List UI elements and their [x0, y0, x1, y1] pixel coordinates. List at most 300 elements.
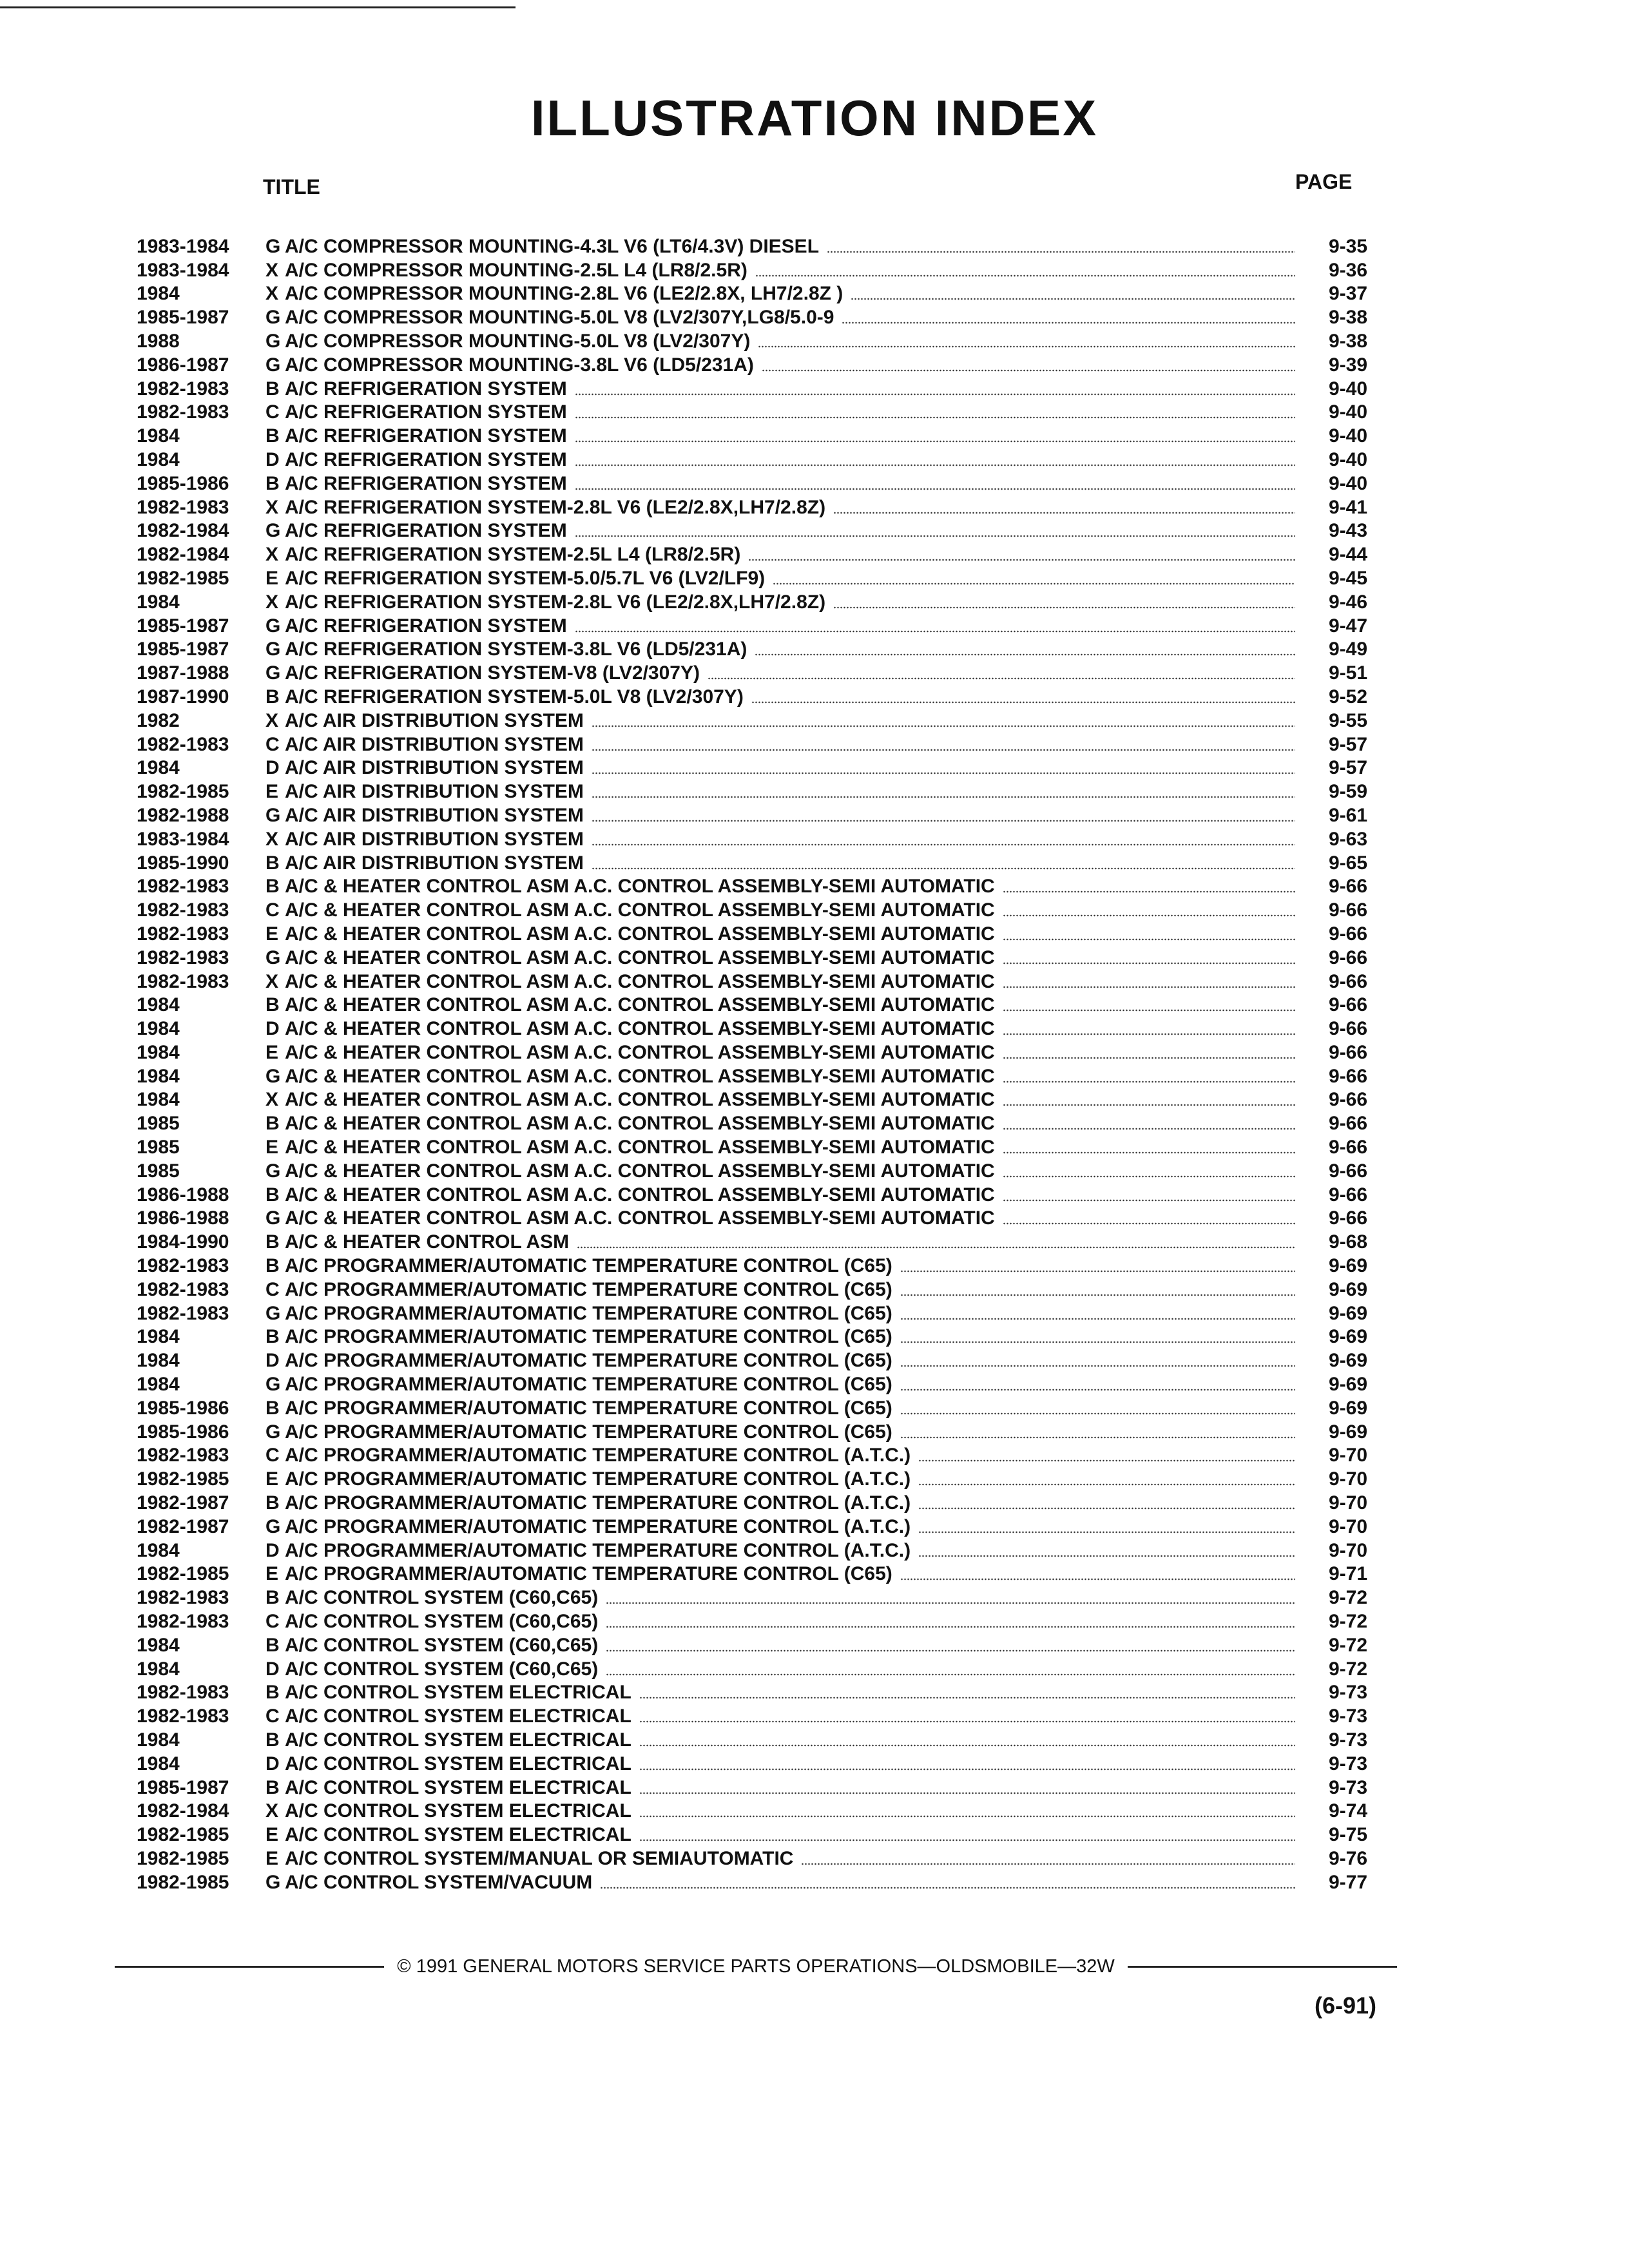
entry-year: 1982-1985	[137, 567, 229, 589]
dot-leader	[1003, 1151, 1295, 1154]
entry-page: 9-73	[1328, 1706, 1367, 1727]
dot-leader	[606, 1626, 1295, 1628]
entry-car-line: D	[265, 1018, 280, 1040]
dot-leader	[639, 1768, 1295, 1771]
entry-car-line: B	[265, 1729, 280, 1751]
index-entry	[137, 328, 1367, 352]
entry-title: A/C PROGRAMMER/AUTOMATIC TEMPERATURE CONTROL (C65)	[285, 1255, 892, 1277]
index-entry	[137, 565, 1367, 589]
entry-page: 9-69	[1328, 1421, 1367, 1443]
entry-title: A/C CONTROL SYSTEM ELECTRICAL	[285, 1800, 631, 1822]
entry-car-line: E	[265, 567, 279, 589]
index-entry	[137, 660, 1367, 684]
dot-leader	[900, 1294, 1295, 1296]
index-entry	[137, 968, 1367, 992]
dot-leader	[1003, 1009, 1295, 1012]
entry-page: 9-70	[1328, 1539, 1367, 1561]
entry-car-line: C	[265, 401, 280, 423]
entry-year: 1982-1984	[137, 1800, 229, 1822]
entry-title: A/C & HEATER CONTROL ASM A.C. CONTROL ASSEMBLY-SEMI AUTOMATIC	[285, 1113, 995, 1135]
entry-title: A/C PROGRAMMER/AUTOMATIC TEMPERATURE CONTROL (C65)	[285, 1374, 892, 1396]
entry-year: 1982-1985	[137, 1563, 229, 1585]
entry-car-line: D	[265, 1753, 280, 1774]
dot-leader	[606, 1602, 1295, 1604]
dot-leader	[577, 1246, 1295, 1249]
dot-leader	[900, 1578, 1295, 1581]
dot-leader	[592, 796, 1295, 798]
entry-page: 9-45	[1328, 567, 1367, 589]
entry-year: 1982-1983	[137, 1255, 229, 1277]
entry-car-line: E	[265, 1041, 279, 1063]
entry-car-line: B	[265, 686, 280, 707]
entry-title: A/C & HEATER CONTROL ASM A.C. CONTROL ASSEMBLY-SEMI AUTOMATIC	[285, 923, 995, 945]
entry-page: 9-66	[1328, 1207, 1367, 1229]
entry-year: 1985-1987	[137, 615, 229, 637]
entry-page: 9-66	[1328, 1160, 1367, 1182]
index-entry	[137, 731, 1367, 755]
dot-leader	[1003, 914, 1295, 917]
index-entry	[137, 1514, 1367, 1537]
entry-car-line: X	[265, 496, 279, 518]
index-entry	[137, 684, 1367, 707]
index-entry	[137, 1727, 1367, 1751]
entry-car-line: C	[265, 733, 280, 755]
entry-title: A/C PROGRAMMER/AUTOMATIC TEMPERATURE CONTROL (C65)	[285, 1421, 892, 1443]
index-entry	[137, 541, 1367, 565]
entry-page: 9-73	[1328, 1776, 1367, 1798]
entry-title: A/C REFRIGERATION SYSTEM	[285, 472, 567, 494]
index-entry	[137, 281, 1367, 305]
entry-page: 9-38	[1328, 307, 1367, 329]
entry-year: 1982-1983	[137, 876, 229, 898]
index-entry	[137, 1561, 1367, 1585]
entry-year: 1985-1986	[137, 1421, 229, 1443]
entry-page: 9-40	[1328, 425, 1367, 447]
index-entry	[137, 1371, 1367, 1395]
entry-title: A/C PROGRAMMER/AUTOMATIC TEMPERATURE CONTROL (C65)	[285, 1326, 892, 1348]
index-entry	[137, 613, 1367, 637]
dot-leader	[1003, 938, 1295, 941]
entry-year: 1982-1984	[137, 520, 229, 542]
footer	[115, 1956, 1397, 1977]
index-entries	[137, 233, 1367, 1893]
dot-leader	[1003, 1081, 1295, 1083]
entry-year: 1984	[137, 1326, 180, 1348]
entry-car-line: G	[265, 662, 281, 684]
entry-car-line: X	[265, 283, 279, 305]
index-entry	[137, 1798, 1367, 1822]
entry-title: A/C & HEATER CONTROL ASM A.C. CONTROL ASSEMBLY-SEMI AUTOMATIC	[285, 970, 995, 992]
index-entry	[137, 778, 1367, 802]
dot-leader	[1003, 1199, 1295, 1202]
entry-year: 1982-1987	[137, 1515, 229, 1537]
index-entry	[137, 376, 1367, 399]
entry-car-line: E	[265, 1468, 279, 1490]
entry-page: 9-66	[1328, 876, 1367, 898]
entry-car-line: C	[265, 899, 280, 921]
entry-year: 1982-1983	[137, 1706, 229, 1727]
entry-year: 1982-1983	[137, 947, 229, 968]
entry-car-line: X	[265, 259, 279, 281]
index-entry	[137, 257, 1367, 281]
entry-title: A/C PROGRAMMER/AUTOMATIC TEMPERATURE CONTROL (C65)	[285, 1350, 892, 1372]
entry-car-line: G	[265, 1515, 281, 1537]
entry-car-line: B	[265, 378, 280, 399]
entry-title: A/C AIR DISTRIBUTION SYSTEM	[285, 733, 584, 755]
dot-leader	[751, 701, 1295, 704]
dot-leader	[762, 369, 1295, 372]
entry-car-line: B	[265, 1587, 280, 1609]
entry-car-line: G	[265, 235, 281, 257]
entry-year: 1982-1985	[137, 1847, 229, 1869]
entry-title: A/C & HEATER CONTROL ASM A.C. CONTROL ASSEMBLY-SEMI AUTOMATIC	[285, 1041, 995, 1063]
entry-year: 1982-1983	[137, 496, 229, 518]
index-entry	[137, 1774, 1367, 1798]
entry-page: 9-43	[1328, 520, 1367, 542]
column-header-title: TITLE	[263, 175, 320, 198]
dot-leader	[918, 1531, 1295, 1533]
dot-leader	[592, 749, 1295, 751]
entry-year: 1984	[137, 283, 180, 305]
entry-page: 9-36	[1328, 259, 1367, 281]
entry-page: 9-51	[1328, 662, 1367, 684]
index-entry	[137, 1324, 1367, 1348]
entry-car-line: C	[265, 1706, 280, 1727]
entry-car-line: B	[265, 876, 280, 898]
entry-title: A/C & HEATER CONTROL ASM A.C. CONTROL ASSEMBLY-SEMI AUTOMATIC	[285, 1065, 995, 1087]
index-entry	[137, 707, 1367, 731]
entry-year: 1984	[137, 994, 180, 1016]
index-entry	[137, 945, 1367, 968]
entry-title: A/C CONTROL SYSTEM (C60,C65)	[285, 1634, 599, 1656]
entry-year: 1983-1984	[137, 828, 229, 850]
entry-title: A/C CONTROL SYSTEM/MANUAL OR SEMIAUTOMATIC	[285, 1847, 794, 1869]
entry-year: 1982-1985	[137, 781, 229, 803]
entry-page: 9-72	[1328, 1634, 1367, 1656]
index-entry	[137, 1869, 1367, 1893]
dot-leader	[639, 1720, 1295, 1723]
dot-leader	[606, 1673, 1295, 1676]
entry-car-line: G	[265, 1065, 281, 1087]
entry-page: 9-69	[1328, 1255, 1367, 1277]
entry-page: 9-77	[1328, 1871, 1367, 1893]
index-entry	[137, 1419, 1367, 1443]
footer-rule-left	[115, 1966, 384, 1968]
entry-year: 1982-1983	[137, 1587, 229, 1609]
entry-car-line: X	[265, 544, 279, 566]
entry-year: 1987-1990	[137, 686, 229, 707]
entry-title: A/C CONTROL SYSTEM ELECTRICAL	[285, 1729, 631, 1751]
entry-page: 9-57	[1328, 757, 1367, 779]
dot-leader	[801, 1863, 1295, 1865]
dot-leader	[575, 535, 1295, 537]
entry-car-line: D	[265, 1539, 280, 1561]
entry-year: 1983-1984	[137, 259, 229, 281]
index-entry	[137, 518, 1367, 542]
entry-year: 1985	[137, 1137, 180, 1158]
entry-title: A/C REFRIGERATION SYSTEM	[285, 520, 567, 542]
entry-year: 1988	[137, 330, 180, 352]
entry-page: 9-52	[1328, 686, 1367, 707]
index-entry	[137, 1087, 1367, 1111]
entry-car-line: G	[265, 354, 281, 376]
entry-car-line: B	[265, 425, 280, 447]
dot-leader	[639, 1744, 1295, 1747]
entry-title: A/C CONTROL SYSTEM ELECTRICAL	[285, 1824, 631, 1846]
entry-car-line: X	[265, 970, 279, 992]
entry-page: 9-71	[1328, 1563, 1367, 1585]
entry-page: 9-40	[1328, 448, 1367, 470]
entry-car-line: E	[265, 1824, 279, 1846]
entry-car-line: B	[265, 1113, 280, 1135]
dot-leader	[708, 677, 1295, 680]
index-entry	[137, 1751, 1367, 1774]
dot-leader	[773, 582, 1295, 585]
entry-year: 1984	[137, 1089, 180, 1111]
entry-year: 1984	[137, 448, 180, 470]
entry-title: A/C REFRIGERATION SYSTEM	[285, 378, 567, 399]
entry-title: A/C CONTROL SYSTEM/VACUUM	[285, 1871, 593, 1893]
index-entry	[137, 470, 1367, 494]
dot-leader	[918, 1507, 1295, 1510]
dot-leader	[592, 820, 1295, 822]
index-entry	[137, 1063, 1367, 1087]
index-entry	[137, 1466, 1367, 1490]
entry-title: A/C CONTROL SYSTEM ELECTRICAL	[285, 1776, 631, 1798]
index-entry	[137, 423, 1367, 447]
index-entry	[137, 874, 1367, 898]
entry-title: A/C CONTROL SYSTEM ELECTRICAL	[285, 1682, 631, 1704]
entry-title: A/C & HEATER CONTROL ASM A.C. CONTROL ASSEMBLY-SEMI AUTOMATIC	[285, 1089, 995, 1111]
dot-leader	[639, 1696, 1295, 1699]
index-entry	[137, 826, 1367, 850]
entry-year: 1984	[137, 1065, 180, 1087]
index-entry	[137, 399, 1367, 423]
entry-title: A/C & HEATER CONTROL ASM A.C. CONTROL ASSEMBLY-SEMI AUTOMATIC	[285, 1137, 995, 1158]
entry-page: 9-72	[1328, 1658, 1367, 1680]
dot-leader	[900, 1365, 1295, 1367]
entry-page: 9-44	[1328, 544, 1367, 566]
page-code: (6-91)	[1315, 1992, 1377, 2019]
index-entry	[137, 1134, 1367, 1158]
entry-title: A/C COMPRESSOR MOUNTING-2.5L L4 (LR8/2.5R)	[285, 259, 747, 281]
entry-page: 9-74	[1328, 1800, 1367, 1822]
dot-leader	[851, 298, 1295, 300]
dot-leader	[639, 1839, 1295, 1841]
entry-page: 9-49	[1328, 639, 1367, 660]
dot-leader	[833, 512, 1295, 514]
entry-title: A/C CONTROL SYSTEM ELECTRICAL	[285, 1753, 631, 1774]
entry-year: 1987-1988	[137, 662, 229, 684]
entry-car-line: X	[265, 828, 279, 850]
dot-leader	[842, 322, 1295, 324]
entry-year: 1984-1990	[137, 1231, 229, 1253]
entry-page: 9-59	[1328, 781, 1367, 803]
page-title: ILLUSTRATION INDEX	[530, 90, 1099, 146]
index-entry	[137, 1443, 1367, 1466]
entry-page: 9-72	[1328, 1611, 1367, 1633]
entry-title: A/C & HEATER CONTROL ASM A.C. CONTROL ASSEMBLY-SEMI AUTOMATIC	[285, 1184, 995, 1206]
index-entry	[137, 1039, 1367, 1063]
entry-page: 9-70	[1328, 1468, 1367, 1490]
entry-year: 1985-1987	[137, 307, 229, 329]
entry-year: 1985-1990	[137, 852, 229, 874]
dot-leader	[1003, 1104, 1295, 1106]
entry-title: A/C CONTROL SYSTEM (C60,C65)	[285, 1587, 599, 1609]
entry-page: 9-40	[1328, 378, 1367, 399]
index-entry	[137, 1206, 1367, 1229]
entry-title: A/C REFRIGERATION SYSTEM-2.8L V6 (LE2/2.8X,LH7/2.8Z)	[285, 496, 826, 518]
entry-page: 9-65	[1328, 852, 1367, 874]
entry-year: 1982-1983	[137, 1278, 229, 1300]
index-entry	[137, 755, 1367, 779]
entry-page: 9-69	[1328, 1278, 1367, 1300]
entry-title: A/C REFRIGERATION SYSTEM-5.0L V8 (LV2/307Y)	[285, 686, 744, 707]
dot-leader	[758, 345, 1295, 348]
entry-page: 9-61	[1328, 804, 1367, 826]
entry-page: 9-70	[1328, 1445, 1367, 1466]
entry-car-line: G	[265, 520, 281, 542]
entry-car-line: G	[265, 307, 281, 329]
entry-title: A/C AIR DISTRIBUTION SYSTEM	[285, 804, 584, 826]
dot-leader	[1003, 1033, 1295, 1035]
entry-year: 1986-1988	[137, 1184, 229, 1206]
index-entry	[137, 1608, 1367, 1632]
dot-leader	[1003, 1128, 1295, 1130]
dot-leader	[1003, 962, 1295, 965]
entry-title: A/C PROGRAMMER/AUTOMATIC TEMPERATURE CONTROL (A.T.C.)	[285, 1515, 911, 1537]
entry-title: A/C & HEATER CONTROL ASM A.C. CONTROL ASSEMBLY-SEMI AUTOMATIC	[285, 1018, 995, 1040]
index-entry	[137, 1680, 1367, 1704]
dot-leader	[575, 440, 1295, 443]
footer-copyright: © 1991 GENERAL MOTORS SERVICE PARTS OPERATIONS—OLDSMOBILE—32W	[397, 1956, 1115, 1977]
index-entry	[137, 802, 1367, 826]
entry-year: 1982-1988	[137, 804, 229, 826]
entry-page: 9-39	[1328, 354, 1367, 376]
entry-title: A/C & HEATER CONTROL ASM A.C. CONTROL ASSEMBLY-SEMI AUTOMATIC	[285, 1160, 995, 1182]
entry-page: 9-69	[1328, 1302, 1367, 1324]
entry-title: A/C & HEATER CONTROL ASM A.C. CONTROL ASSEMBLY-SEMI AUTOMATIC	[285, 1207, 995, 1229]
dot-leader	[1003, 1057, 1295, 1059]
entry-page: 9-66	[1328, 1184, 1367, 1206]
entry-year: 1982-1985	[137, 1468, 229, 1490]
entry-year: 1984	[137, 425, 180, 447]
entry-car-line: B	[265, 472, 280, 494]
entry-year: 1984	[137, 1374, 180, 1396]
dot-leader	[900, 1270, 1295, 1273]
entry-page: 9-66	[1328, 899, 1367, 921]
entry-page: 9-40	[1328, 472, 1367, 494]
dot-leader	[900, 1389, 1295, 1391]
dot-leader	[639, 1815, 1295, 1818]
entry-year: 1985	[137, 1113, 180, 1135]
entry-title: A/C PROGRAMMER/AUTOMATIC TEMPERATURE CONTROL (A.T.C.)	[285, 1468, 911, 1490]
entry-car-line: C	[265, 1278, 280, 1300]
entry-car-line: D	[265, 448, 280, 470]
entry-title: A/C REFRIGERATION SYSTEM-V8 (LV2/307Y)	[285, 662, 700, 684]
entry-year: 1984	[137, 591, 180, 613]
entry-title: A/C CONTROL SYSTEM (C60,C65)	[285, 1611, 599, 1633]
entry-year: 1984	[137, 1729, 180, 1751]
dot-leader	[900, 1341, 1295, 1343]
entry-car-line: E	[265, 1847, 279, 1869]
dot-leader	[833, 606, 1295, 609]
entry-year: 1986-1988	[137, 1207, 229, 1229]
entry-car-line: B	[265, 1326, 280, 1348]
dot-leader	[575, 393, 1295, 396]
entry-car-line: G	[265, 1207, 281, 1229]
entry-page: 9-66	[1328, 970, 1367, 992]
entry-title: A/C COMPRESSOR MOUNTING-2.8L V6 (LE2/2.8X, LH7/2.8Z )	[285, 283, 843, 305]
entry-page: 9-69	[1328, 1350, 1367, 1372]
dot-leader	[1003, 986, 1295, 988]
entry-title: A/C PROGRAMMER/AUTOMATIC TEMPERATURE CONTROL (C65)	[285, 1397, 892, 1419]
entry-car-line: G	[265, 1160, 281, 1182]
entry-page: 9-66	[1328, 923, 1367, 945]
entry-year: 1982-1983	[137, 1611, 229, 1633]
dot-leader	[575, 464, 1295, 466]
entry-year: 1984	[137, 1018, 180, 1040]
dot-leader	[606, 1649, 1295, 1652]
index-entry	[137, 921, 1367, 945]
entry-car-line: G	[265, 1871, 281, 1893]
dot-leader	[748, 559, 1295, 561]
entry-car-line: B	[265, 1231, 280, 1253]
dot-leader	[827, 251, 1295, 253]
entry-title: A/C REFRIGERATION SYSTEM-5.0/5.7L V6 (LV2/LF9)	[285, 567, 766, 589]
entry-page: 9-38	[1328, 330, 1367, 352]
dot-leader	[575, 630, 1295, 633]
entry-car-line: G	[265, 1421, 281, 1443]
index-entry	[137, 897, 1367, 921]
entry-title: A/C REFRIGERATION SYSTEM	[285, 401, 567, 423]
entry-page: 9-68	[1328, 1231, 1367, 1253]
entry-car-line: E	[265, 1563, 279, 1585]
entry-page: 9-40	[1328, 401, 1367, 423]
entry-page: 9-55	[1328, 709, 1367, 731]
entry-title: A/C PROGRAMMER/AUTOMATIC TEMPERATURE CONTROL (C65)	[285, 1278, 892, 1300]
entry-car-line: B	[265, 1492, 280, 1514]
entry-title: A/C & HEATER CONTROL ASM	[285, 1231, 570, 1253]
entry-year: 1985-1987	[137, 1776, 229, 1798]
entry-title: A/C PROGRAMMER/AUTOMATIC TEMPERATURE CONTROL (A.T.C.)	[285, 1445, 911, 1466]
dot-leader	[755, 653, 1295, 656]
dot-leader	[575, 488, 1295, 490]
entry-car-line: G	[265, 330, 281, 352]
entry-page: 9-66	[1328, 994, 1367, 1016]
entry-page: 9-37	[1328, 283, 1367, 305]
entry-title: A/C AIR DISTRIBUTION SYSTEM	[285, 852, 584, 874]
entry-title: A/C & HEATER CONTROL ASM A.C. CONTROL ASSEMBLY-SEMI AUTOMATIC	[285, 899, 995, 921]
entry-year: 1982-1985	[137, 1824, 229, 1846]
entry-page: 9-66	[1328, 1018, 1367, 1040]
entry-year: 1982-1983	[137, 970, 229, 992]
entry-car-line: G	[265, 1374, 281, 1396]
entry-page: 9-70	[1328, 1515, 1367, 1537]
dot-leader	[1003, 1175, 1295, 1178]
entry-page: 9-63	[1328, 828, 1367, 850]
entry-title: A/C & HEATER CONTROL ASM A.C. CONTROL ASSEMBLY-SEMI AUTOMATIC	[285, 876, 995, 898]
entry-page: 9-66	[1328, 1113, 1367, 1135]
dot-leader	[600, 1887, 1295, 1889]
entry-year: 1984	[137, 1634, 180, 1656]
dot-leader	[918, 1483, 1295, 1486]
index-entry	[137, 850, 1367, 874]
entry-page: 9-41	[1328, 496, 1367, 518]
index-entry	[137, 304, 1367, 328]
entry-page: 9-66	[1328, 1089, 1367, 1111]
entry-title: A/C PROGRAMMER/AUTOMATIC TEMPERATURE CONTROL (A.T.C.)	[285, 1539, 911, 1561]
